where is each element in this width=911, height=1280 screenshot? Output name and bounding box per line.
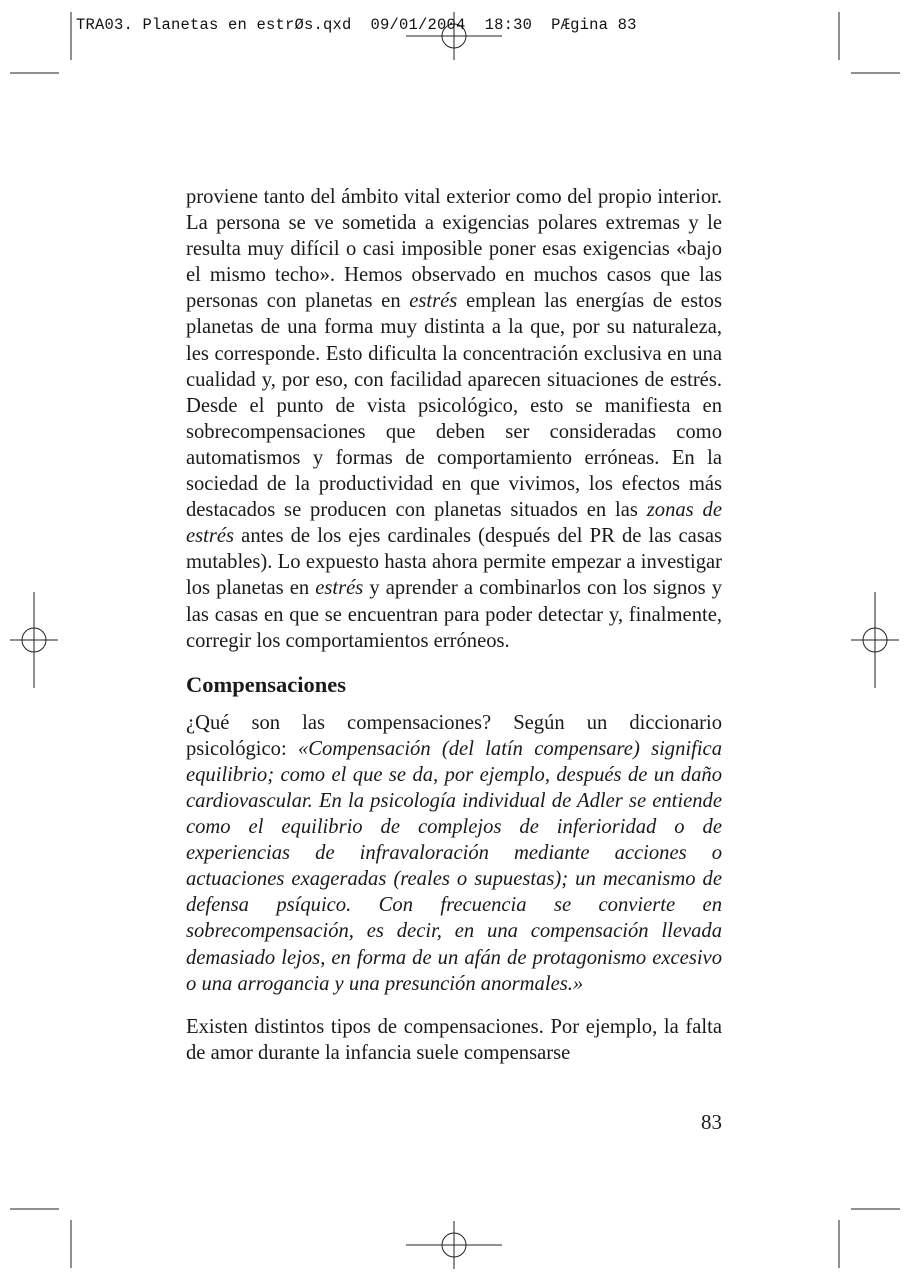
registration-mark-bottom xyxy=(406,1221,502,1269)
emphasis-estres: estrés xyxy=(315,577,364,600)
text-run: antes de los ejes cardinales (después del PR de las casas mutables). Lo expuesto hasta ahora permite empezar a investigar los planetas en xyxy=(186,525,722,600)
print-slug-line: TRA03. Planetas en estrØs.qxd 09/01/2004 18:30 PÆgina 83 xyxy=(76,16,637,34)
paragraph-definition xyxy=(186,710,722,997)
page-number: 83 xyxy=(701,1110,722,1134)
registration-mark-left xyxy=(10,592,58,688)
emphasis-zonas-de-estres: zonas de estrés xyxy=(186,499,722,548)
text-run: emplean las energías de estos planetas de una forma muy distinta a la que, por su naturaleza, les corresponde. Esto dificulta la concentración exclusiva en una cualidad y, por eso, con facilidad aparecen situaciones de estrés. Desde el punto de vista psicológico, esto se manifiesta en sobrecompensaciones que deben ser consideradas como automatismos y formas de comportamiento erróneas. En la sociedad de la productividad en que vivimos, los efectos más destacados se producen con planetas situados en las xyxy=(186,290,722,522)
dictionary-quote: «Compensación (del latín compensare) significa equilibrio; como el que se da, por ejemplo, después de un daño cardiovascular. En la psicología individual de Adler se entiende como el equilibrio de complejos de inferioridad o de experiencias de infravaloración mediante acciones o actuaciones exageradas (reales o supuestas); un mecanismo de defensa psíquico. Con frecuencia se convierte en sobrecompensación, es decir, en una compensación llevada demasiado lejos, en forma de un afán de protagonismo excesivo o una arrogancia y una presunción anormales.» xyxy=(186,737,722,995)
page-body xyxy=(186,184,722,1066)
text-run: ¿Qué son las compensaciones? Según un diccionario psicológico: xyxy=(186,711,722,760)
emphasis-estres: estrés xyxy=(409,290,458,313)
paragraph-intro xyxy=(186,184,722,654)
paragraph-types: Existen distintos tipos de compensaciones. Por ejemplo, la falta de amor durante la infancia suele compensarse xyxy=(186,1015,722,1064)
registration-mark-right xyxy=(851,592,899,688)
text-run: proviene tanto del ámbito vital exterior como del propio interior. La persona se ve sometida a exigencias polares extremas y le resulta muy difícil o casi imposible poner esas exigencias «bajo el mismo techo». Hemos observado en muchos casos que las personas con planetas en xyxy=(186,186,722,313)
text-run: y aprender a combinarlos con los signos y las casas en que se encuentran para poder detectar y, finalmente, corregir los comportamientos erróneos. xyxy=(186,577,722,652)
section-heading: Compensaciones xyxy=(186,671,347,697)
